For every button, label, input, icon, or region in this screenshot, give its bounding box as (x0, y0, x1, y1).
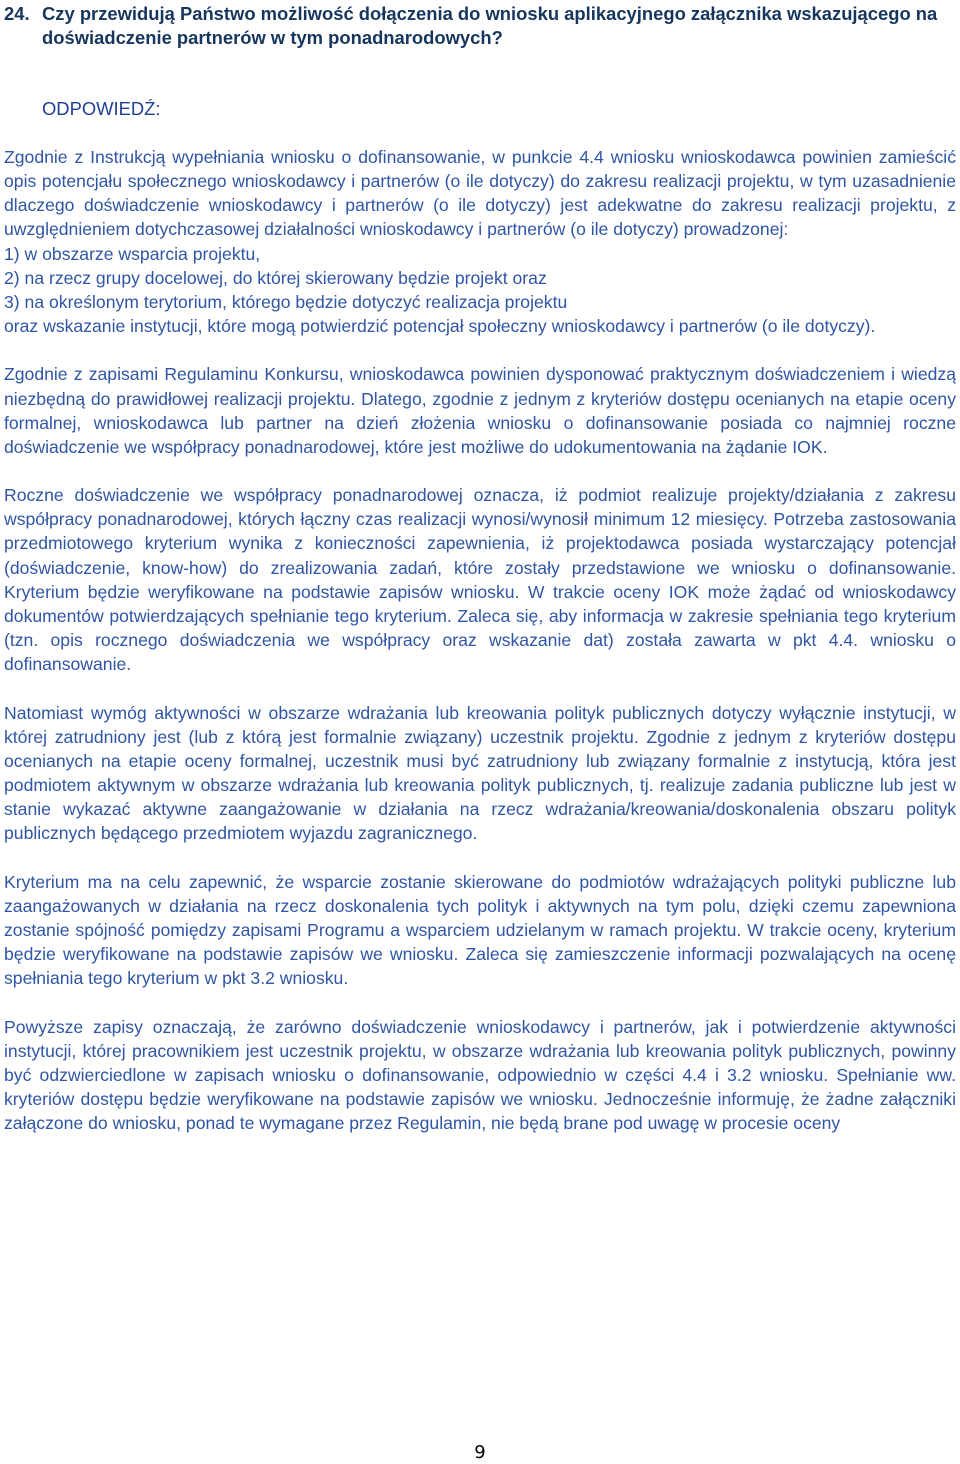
list-item-1: 1) w obszarze wsparcia projektu, (4, 243, 261, 264)
paragraph-instruction-outro: oraz wskazanie instytucji, które mogą potwierdzić potencjał społeczny wnioskodawcy i partnerów (o ile dotyczy). (4, 316, 876, 337)
answer-body (4, 145, 956, 1159)
paragraph-conclusion: Powyższe zapisy oznaczają, że zarówno doświadczenie wnioskodawcy i partnerów, jak i potwierdzenie aktywności instytucji, której pracownikiem jest uczestnik projektu, w obszarze wdrażania lub kreowania polityk publicznych, powinny być odzwierciedlone w zapisach wniosku o dofinansowanie, odpowiednio w części 4.4 i 3.2 wniosku. Spełnianie ww. kryteriów dostępu będzie weryfikowane na podstawie zapisów we wniosku. Jednocześnie informuję, że żadne załączniki załączone do wniosku, ponad te wymagane przez Regulamin, nie będą brane pod uwagę w procesie oceny (4, 1016, 956, 1134)
question-heading (4, 2, 958, 50)
list-item-2: 2) na rzecz grupy docelowej, do której skierowany będzie projekt oraz (4, 267, 547, 288)
question-number: 24. (4, 3, 30, 24)
page-number: 9 (474, 1442, 486, 1463)
paragraph-instruction (4, 145, 956, 338)
paragraph-public-policy-requirement: Natomiast wymóg aktywności w obszarze wdrażania lub kreowania polityk publicznych dotyczy wyłącznie instytucji, w której zatrudniony jest (lub z którą jest formalnie związany) uczestnik projektu. Zgodnie z jednym z kryteriów dostępu ocenianych na etapie oceny formalnej, uczestnik musi być zatrudniony lub związany formalnie z instytucją, która jest podmiotem aktywnym w obszarze wdrażania lub kreowania polityk publicznych, tj. realizuje zadania publiczne lub jest w stanie wykazać aktywne zaangażowanie w działania na rzecz wdrażania/kreowania/doskonalenia obszaru polityk publicznych będącego przedmiotem wyjazdu zagranicznego. (4, 702, 956, 844)
answer-heading: ODPOWIEDŹ: (42, 98, 161, 119)
question-text: Czy przewidują Państwo możliwość dołączenia do wniosku aplikacyjnego załącznika wskazującego na doświadczenie partnerów w tym ponadnarodowych? (42, 3, 938, 48)
paragraph-annual-experience: Roczne doświadczenie we współpracy ponadnarodowej oznacza, iż podmiot realizuje projekty/działania z zakresu współpracy ponadnarodowej, których łączny czas realizacji wynosi/wynosił minimum 12 miesięcy. Potrzeba zastosowania przedmiotowego kryterium wynika z konieczności zapewnienia, iż projektodawca posiada wystarczający potencjał (doświadczenie, know-how) do zrealizowania zadań, które zostały przedstawione we wniosku o dofinansowanie. Kryterium będzie weryfikowane na podstawie zapisów wniosku. W trakcie oceny IOK może żądać od wnioskodawcy dokumentów potwierdzających spełnianie tego kryterium. Zaleca się, aby informacja w zakresie spełniania tego kryterium (tzn. opis rocznego doświadczenia we współpracy oraz wskazanie dat) została zawarta w pkt 4.4. wniosku o dofinansowanie. (4, 485, 956, 675)
paragraph-regulations: Zgodnie z zapisami Regulaminu Konkursu, wnioskodawca powinien dysponować praktycznym doświadczeniem i wiedzą niezbędną do prawidłowej realizacji projektu. Dlatego, zgodnie z jednym z kryteriów dostępu ocenianych na etapie oceny formalnej, wnioskodawca lub partner na dzień złożenia wniosku o dofinansowanie posiada co najmniej roczne doświadczenie we współpracy ponadnarodowej, które jest możliwe do udokumentowania na żądanie IOK. (4, 364, 956, 457)
list-item-3: 3) na określonym terytorium, którego będzie dotyczyć realizacja projektu (4, 291, 568, 312)
paragraph-instruction-intro: Zgodnie z Instrukcją wypełniania wniosku o dofinansowanie, w punkcie 4.4 wniosku wnioskodawca powinien zamieścić opis potencjału społecznego wnioskodawcy i partnerów (o ile dotyczy) do zakresu realizacji projektu, w tym uzasadnienie dlaczego doświadczenie wnioskodawcy i partnerów (o ile dotyczy) jest adekwatne do zakresu realizacji projektu, z uwzględnieniem dotychczasowej działalności wnioskodawcy i partnerów (o ile dotyczy) prowadzonej: (4, 147, 956, 240)
paragraph-criterion-purpose: Kryterium ma na celu zapewnić, że wsparcie zostanie skierowane do podmiotów wdrażających polityki publiczne lub zaangażowanych w działania na rzecz doskonalenia tych polityk i aktywnych na tym polu, dzięki czemu zapewniona zostanie spójność pomiędzy zapisami Programu a wsparciem udzielanym w ramach projektu. W trakcie oceny, kryterium będzie weryfikowane na podstawie zapisów we wniosku. Zaleca się zamieszczenie informacji pozwalających na ocenę spełniania tego kryterium w pkt 3.2 wniosku. (4, 871, 956, 989)
